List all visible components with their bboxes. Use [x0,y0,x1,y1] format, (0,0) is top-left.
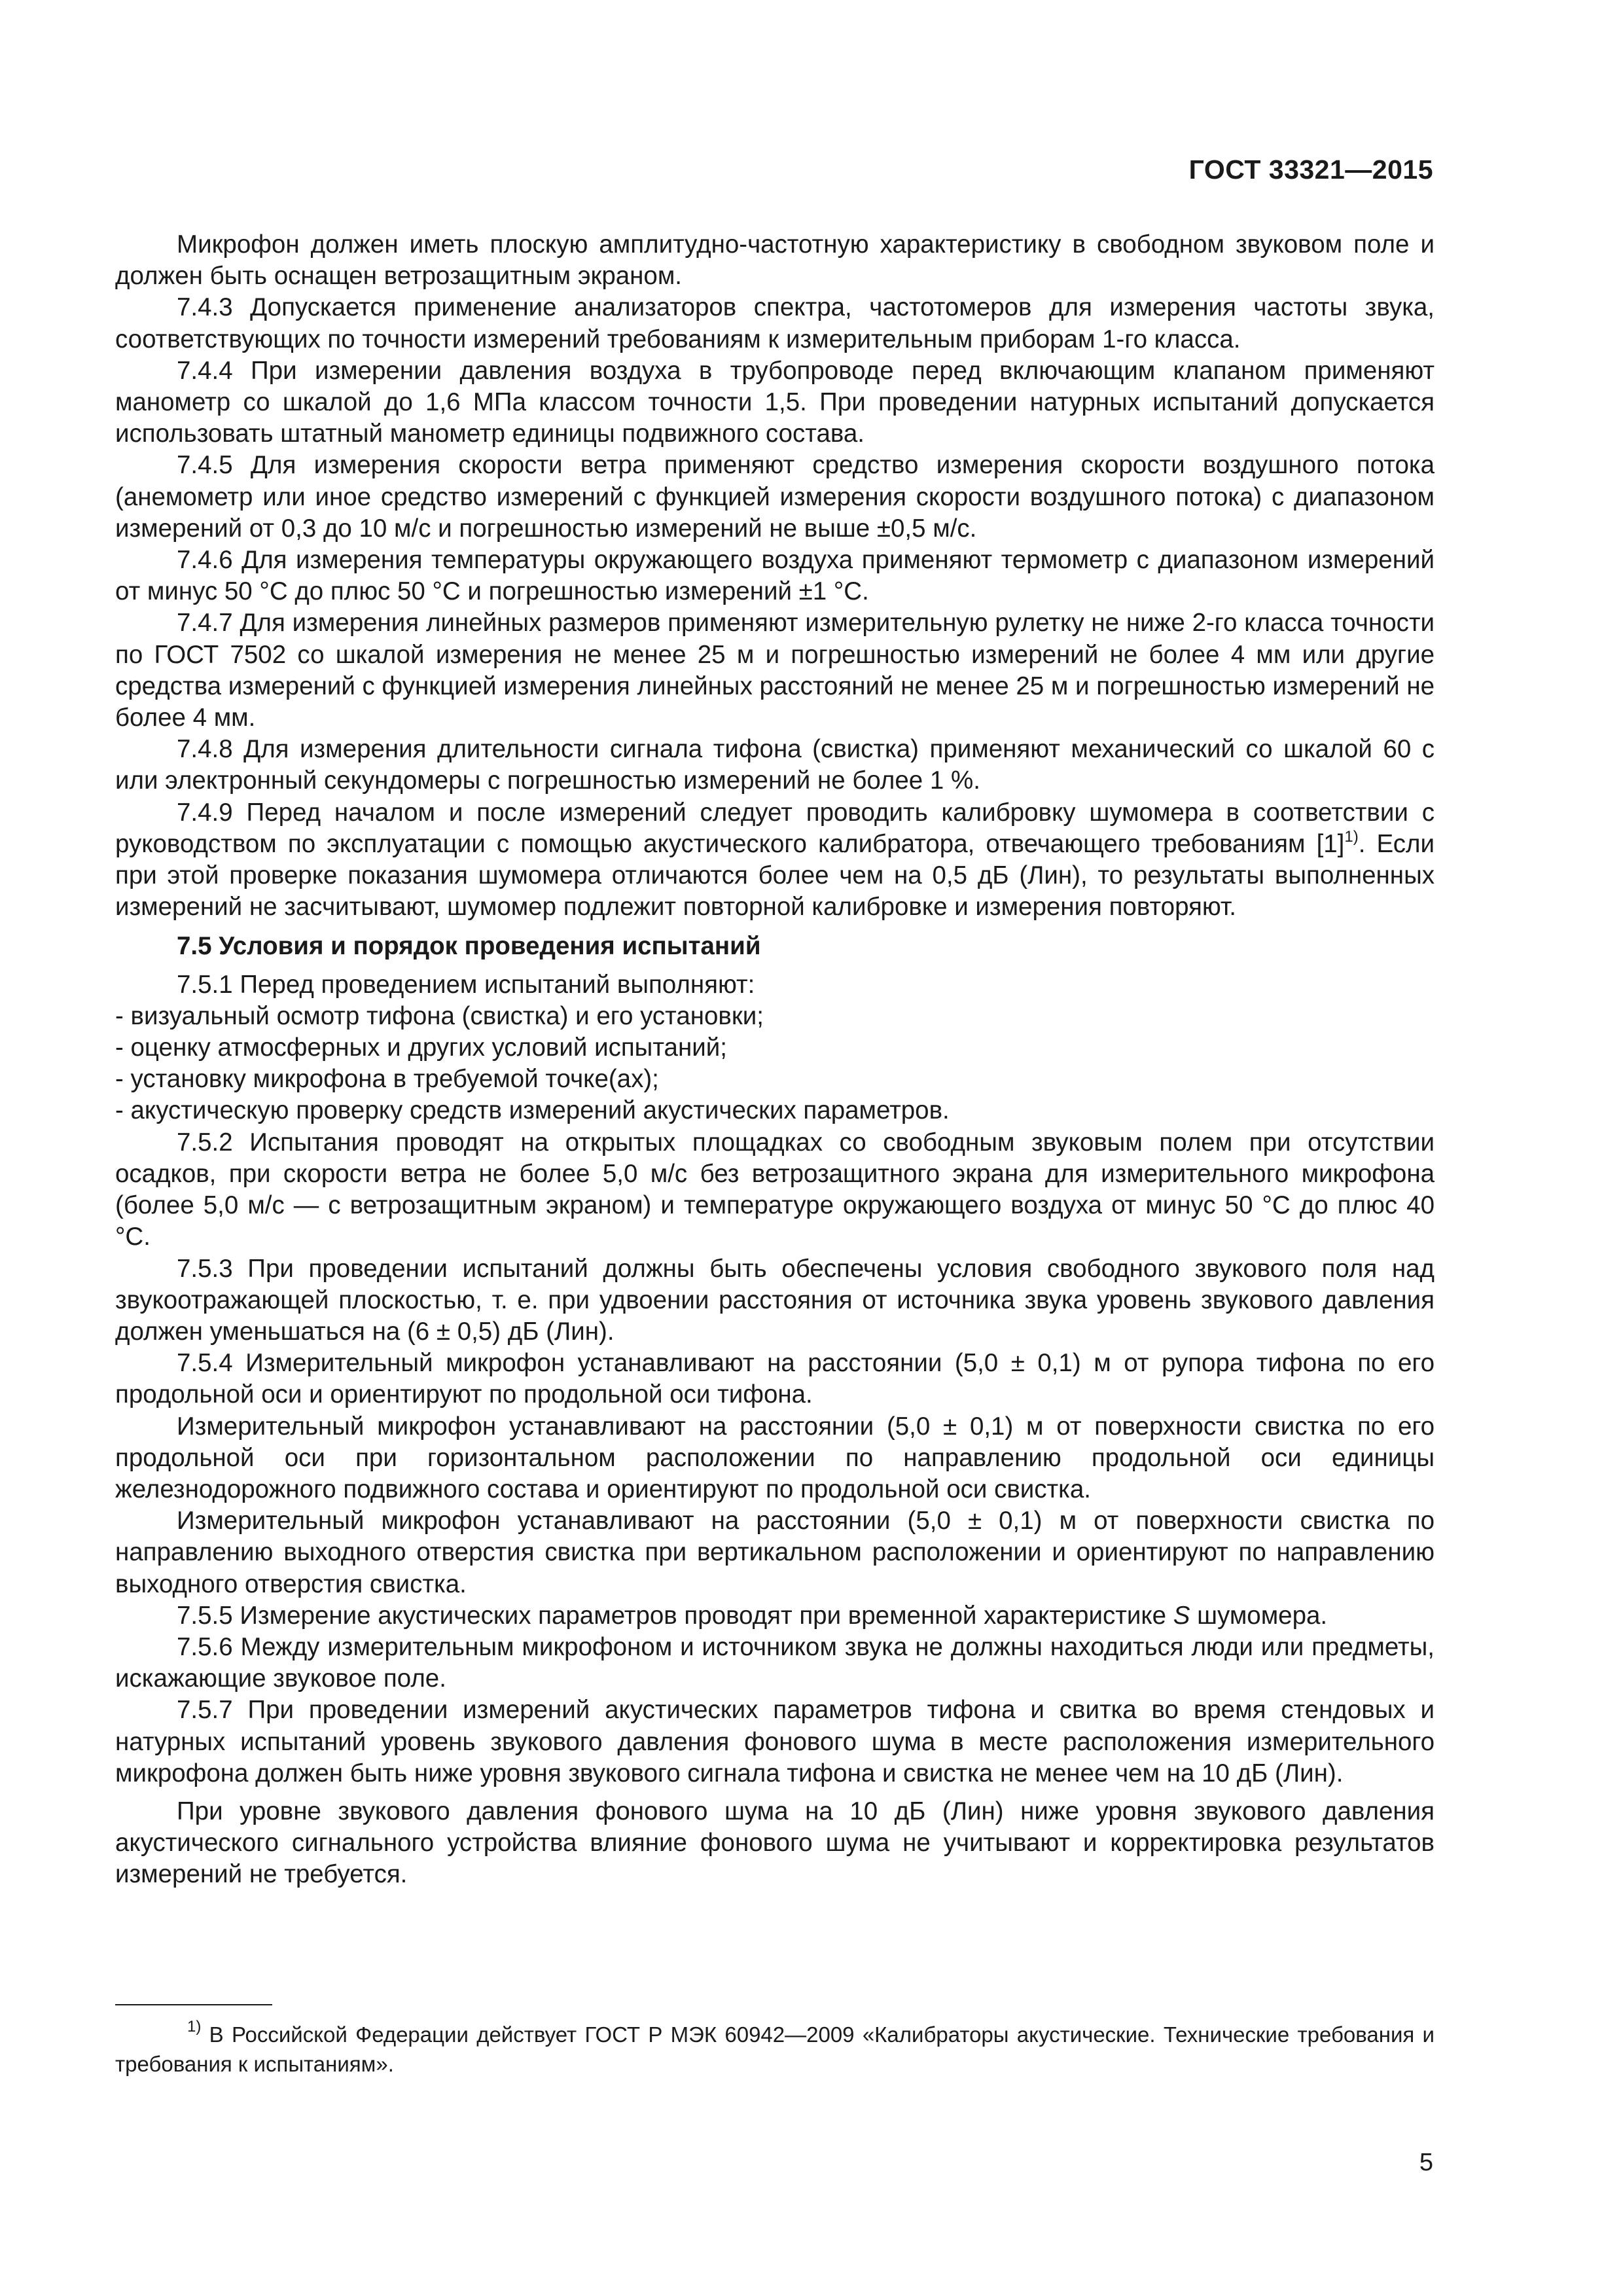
paragraph-7-5-5-part2: шумомера. [1190,1601,1328,1630]
paragraph-7-5-5-part1: 7.5.5 Измерение акустических параметров проводят при временной характеристике [177,1601,1173,1630]
paragraph-7-4-9-part2: . Если при этой проверке показания шумомера отличаются более чем на 0,5 дБ (Лин), то результаты выполненных измерений не засчитывают, шумомер подлежит повторной калибровке и измерения повторяют. [115,829,1435,922]
body-text [115,229,1435,1891]
paragraph-7-4-4: 7.4.4 При измерении давления воздуха в трубопроводе перед включающим клапаном применяют манометр со шкалой до 1,6 МПа классом точности 1,5. При проведении натурных испытаний допускается использовать штатный манометр единицы подвижного состава. [115,356,1435,448]
paragraph: Измерительный микрофон устанавливают на расстоянии (5,0 ± 0,1) м от поверхности свистка по его продольной оси при горизонтальном расположении по направлению продольной оси единицы железнодорожного подвижного состава и ориентируют по продольной оси свистка. [115,1412,1435,1503]
paragraph-7-5-7: 7.5.7 При проведении измерений акустических параметров тифона и свитка во время стендовых и натурных испытаний уровень звукового давления фонового шума в месте расположения измерительного микрофона должен быть ниже уровня звукового сигнала тифона и свистка не менее чем на 10 дБ (Лин). [115,1696,1435,1787]
paragraph-7-5-1: 7.5.1 Перед проведением испытаний выполняют: [177,970,755,999]
footnote-divider [115,2004,272,2005]
footnote [115,2020,1435,2079]
section-heading-7-5: 7.5 Условия и порядок проведения испытаний [177,932,761,961]
list-item: - оценку атмосферных и других условий испытаний; [115,1033,727,1062]
paragraph-7-5-6: 7.5.6 Между измерительным микрофоном и источником звука не должны находиться люди или предметы, искажающие звуковое поле. [115,1632,1435,1693]
page-number: 5 [1419,2149,1433,2176]
paragraph: Измерительный микрофон устанавливают на расстоянии (5,0 ± 0,1) м от поверхности свистка по направлению выходного отверстия свистка при вертикальном расположении и ориентируют по направлению выходного отверстия свистка. [115,1507,1435,1598]
paragraph-7-5-4: 7.5.4 Измерительный микрофон устанавливают на расстоянии (5,0 ± 0,1) м от рупора тифона по его продольной оси и ориентируют по продольной оси тифона. [115,1349,1435,1409]
footnote-text-block [115,2020,1435,2079]
paragraph-7-5-5 [115,1600,1435,1632]
paragraph-7-4-9-part1: 7.4.9 Перед началом и после измерений следует проводить калибровку шумомера в соответствии с руководством по эксплуатации с помощью акустического калибратора, отвечающего требованиям [1] [115,798,1435,858]
paragraph-7-4-7: 7.4.7 Для измерения линейных размеров применяют измерительную рулетку не ниже 2-го класса точности по ГОСТ 7502 со шкалой измерения не менее 25 м и погрешностью измерений не более 4 мм или другие средства измерений с функцией измерения линейных расстояний не менее 25 м и погрешностью измерений не более 4 мм. [115,609,1435,732]
paragraph: При уровне звукового давления фонового шума на 10 дБ (Лин) ниже уровня звукового давления акустического сигнального устройства влияние фонового шума не учитывают и корректировка результатов измерений не требуется. [115,1797,1435,1889]
paragraph: Микрофон должен иметь плоскую амплитудно-частотную характеристику в свободном звуковом поле и должен быть оснащен ветрозащитным экраном. [115,230,1435,291]
paragraph-7-4-6: 7.4.6 Для измерения температуры окружающего воздуха применяют термометр с диапазоном измерений от минус 50 °С до плюс 50 °С и погрешностью измерений ±1 °С. [115,546,1435,606]
italic-symbol: S [1173,1601,1190,1630]
list-item: - установку микрофона в требуемой точке(ах); [115,1065,659,1094]
footnote-reference: 1) [1344,827,1359,846]
paragraph-7-4-9 [115,797,1435,924]
paragraph-7-4-3: 7.4.3 Допускается применение анализаторов спектра, частотомеров для измерения частоты звука, соответствующих по точности измерений требованиям к измерительным приборам 1-го класса. [115,293,1435,353]
paragraph-7-5-2: 7.5.2 Испытания проводят на открытых площадках со свободным звуковым полем при отсутствии осадков, при скорости ветра не более 5,0 м/с без ветрозащитного экрана для измерительного микрофона (более 5,0 м/с — с ветрозащитным экраном) и температуре окружающего воздуха от минус 50 °С до плюс 40 °С. [115,1128,1435,1251]
list-item: - визуальный осмотр тифона (свистка) и его установки; [115,1001,764,1030]
footnote-marker: 1) [187,2018,202,2036]
paragraph-7-4-5: 7.4.5 Для измерения скорости ветра применяют средство измерения скорости воздушного потока (анемометр или иное средство измерений с функцией измерения скорости воздушного потока) с диапазоном измерений от 0,3 до 10 м/с и погрешностью измерений не выше ±0,5 м/с. [115,451,1435,543]
footnote-text: В Российской Федерации действует ГОСТ Р МЭК 60942—2009 «Калибраторы акустические. Технические требования и требования к испытаниям». [115,2022,1435,2076]
paragraph-7-4-8: 7.4.8 Для измерения длительности сигнала тифона (свистка) применяют механический со шкалой 60 с или электронный секундомеры с погрешностью измерений не более 1 %. [115,735,1435,795]
document-id-header: ГОСТ 33321—2015 [1188,154,1433,185]
list-item: - акустическую проверку средств измерений акустических параметров. [115,1096,950,1125]
paragraph-7-5-3: 7.5.3 При проведении испытаний должны быть обеспечены условия свободного звукового поля над звукоотражающей плоскостью, т. е. при удвоении расстояния от источника звука уровень звукового давления должен уменьшаться на (6 ± 0,5) дБ (Лин). [115,1254,1435,1346]
